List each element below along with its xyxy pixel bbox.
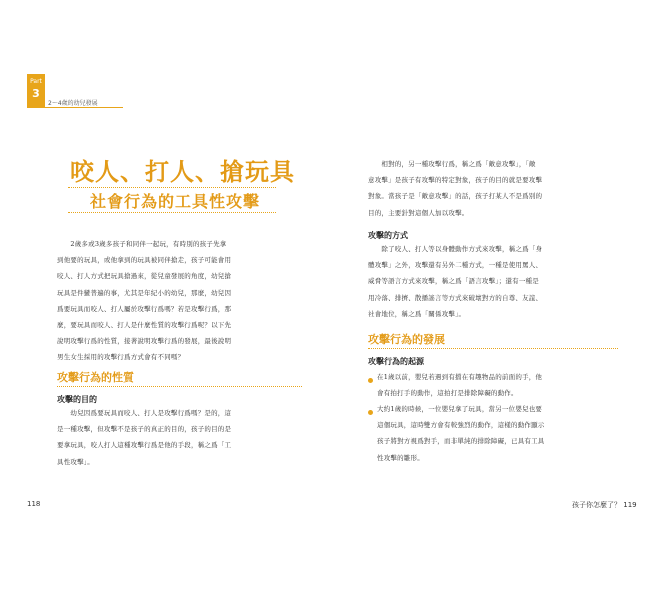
intro-paragraph: 2歲多或3歲多孩子和同伴一起玩，有時別的孩子先拿 到他要的玩具，或他拿到的玩具被同伴搶走，孩子可能會用 咬人、打人方式把玩具搶過來，從兒童發展的角度，幼兒搶 玩具是件蠻普遍的事，尤其是年紀小的幼兒，那麼，幼兒因 爲要玩具而咬人、打人屬於攻擊行爲嗎？若是攻擊行爲，那 麼，要玩具而咬人、打人是什麼性質的攻擊行爲呢？以下先 說明攻擊行爲的性質，接著說明攻擊行爲的發展，最後說明 男生女生採用的攻擊行爲方式會有不同嗎？ [57,240,232,362]
bullet-icon [368,410,373,415]
article-subtitle: 社會行為的工具性攻擊 [89,192,260,211]
part-number: 3 [32,87,40,100]
bullet-item: 大約1歲的時候，一位嬰兒拿了玩具，當另一位嬰兒也要 這個玩具，這時雙方會有較強烈的動作，這樣的動作顯示 孩子將對方視爲對手，而非單純的排除障礙，已具有工具 性攻擊的雛形。 [377,405,545,462]
title-divider-bottom [68,212,276,213]
part-label: Part [30,78,42,85]
chapter-title: 2～4歲的幼兒發展 [48,100,98,107]
title-divider-top [68,187,276,188]
bullet-item: 在1歲以前，嬰兒若遇到有擋在有趣物品的前面的手，他 會有拍打手的動作，這拍打是排除障礙的動作。 [377,373,543,398]
subheading-methods: 攻擊的方式 [368,231,408,240]
purpose-paragraph: 幼兒因爲要玩具而咬人、打人是攻擊行爲嗎？是的，這 是一種攻擊，但攻擊不是孩子的真正的目的，孩子的目的是 要拿玩具，咬人打人這種攻擊行爲是他的手段，稱之爲「工 具性攻擊」。 [57,409,232,466]
methods-paragraph: 除了咬人、打人等以身體動作方式來攻擊，稱之爲「身 體攻擊」之外，攻擊還有另外二種方式，一種是使用罵人、 威脅等語言方式來攻擊，稱之爲「語言攻擊」；還有一種是 用冷落、排擠、散播謠言等方式來破壞對方的自尊、友誼、 社會地位，稱之爲「關係攻擊」。 [368,245,543,318]
bullet-icon [368,378,373,383]
article-title: 咬人、打人、搶玩具 [70,157,295,186]
subheading-origin: 攻擊行為的起源 [368,357,424,366]
section-divider-left [57,386,302,387]
section-divider-right [368,348,618,349]
hostile-paragraph: 相對的，另一種攻擊行爲，稱之爲「敵意攻擊」，「敵 意攻擊」是孩子有攻擊的特定對象，孩子的目的就是要攻擊 對象。當孩子是「敵意攻擊」的話，孩子打某人不是爲別的 目的，主要針對這個人加以攻擊。 [368,160,543,217]
page-number-right: 119 [623,501,637,509]
page-number-left: 118 [27,500,41,508]
section-heading-nature: 攻擊行為的性質 [57,371,134,384]
section-heading-development: 攻擊行為的發展 [368,333,445,346]
page-footer-right [572,500,637,510]
chapter-divider [27,107,123,108]
part-tab [27,74,45,108]
footer-book-title: 孩子你怎麼了？ [572,501,621,509]
subheading-purpose: 攻擊的目的 [57,395,97,404]
